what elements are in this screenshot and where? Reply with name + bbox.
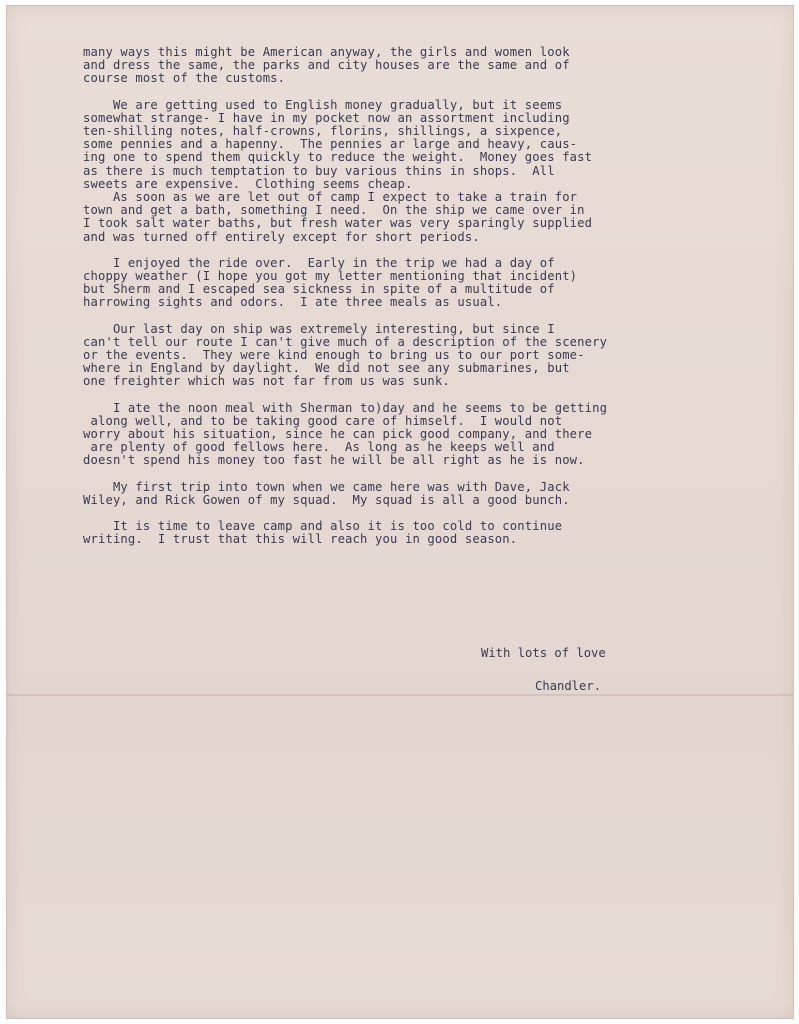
text-line: worry about his situation, since he can pick good company, and there	[83, 427, 593, 442]
paragraph-2	[83, 99, 763, 244]
text-line: along well, and to be taking good care of himself. I would not	[83, 413, 563, 428]
letter-page	[6, 5, 794, 1019]
text-line: and dress the same, the parks and city houses are the same and of	[83, 58, 570, 73]
text-line: but Sherm and I escaped sea sickness in spite of a multitude of	[83, 282, 555, 297]
text-line: I took salt water baths, but fresh water was very sparingly supplied	[83, 216, 593, 231]
text-line: town and get a bath, something I need. On the ship we came over in	[83, 203, 585, 218]
text-line: I enjoyed the ride over. Early in the trip we had a day of	[83, 255, 555, 270]
text-line: We are getting used to English money gradually, but it seems	[83, 97, 563, 112]
text-line: some pennies and a hapenny. The pennies ar large and heavy, caus-	[83, 137, 578, 152]
paragraph-4	[83, 323, 763, 389]
paragraph-7	[83, 520, 763, 546]
letter-closing: With lots of love	[481, 646, 606, 660]
text-line: As soon as we are let out of camp I expect to take a train for	[83, 190, 578, 205]
letter-body	[83, 46, 763, 547]
text-line: My first trip into town when we came here was with Dave, Jack	[83, 479, 570, 494]
text-line: ten-shilling notes, half-crowns, florins, shillings, a sixpence,	[83, 124, 563, 139]
letter-signature: Chandler.	[535, 679, 602, 693]
text-line: as there is much temptation to buy various thins in shops. All	[83, 163, 555, 178]
paper-fold-crease	[7, 694, 793, 696]
text-line: Our last day on ship was extremely interesting, but since I	[83, 321, 555, 336]
text-line: writing. I trust that this will reach you in good season.	[83, 532, 518, 547]
text-line: where in England by daylight. We did not see any submarines, but	[83, 361, 570, 376]
text-line: or the events. They were kind enough to bring us to our port some-	[83, 348, 585, 363]
paragraph-6	[83, 481, 763, 507]
text-line: Wiley, and Rick Gowen of my squad. My squad is all a good bunch.	[83, 492, 570, 507]
text-line: doesn't spend his money too fast he will be all right as he is now.	[83, 453, 585, 468]
text-line: sweets are expensive. Clothing seems cheap.	[83, 176, 413, 191]
text-line: choppy weather (I hope you got my letter mentioning that incident)	[83, 269, 578, 284]
paragraph-3	[83, 257, 763, 310]
paragraph-1	[83, 46, 763, 86]
text-line: ing one to spend them quickly to reduce the weight. Money goes fast	[83, 150, 593, 165]
text-line: can't tell our route I can't give much of a description of the scenery	[83, 334, 608, 349]
text-line: I ate the noon meal with Sherman to)day and he seems to be getting	[83, 400, 608, 415]
paragraph-5	[83, 402, 763, 468]
text-line: It is time to leave camp and also it is too cold to continue	[83, 519, 563, 534]
text-line: many ways this might be American anyway, the girls and women look	[83, 45, 570, 59]
text-line: and was turned off entirely except for short periods.	[83, 229, 480, 244]
text-line: are plenty of good fellows here. As long as he keeps well and	[83, 440, 555, 455]
text-line: one freighter which was not far from us was sunk.	[83, 374, 450, 389]
text-line: course most of the customs.	[83, 71, 286, 86]
text-line: harrowing sights and odors. I ate three meals as usual.	[83, 295, 503, 310]
text-line: somewhat strange- I have in my pocket now an assortment including	[83, 110, 570, 125]
